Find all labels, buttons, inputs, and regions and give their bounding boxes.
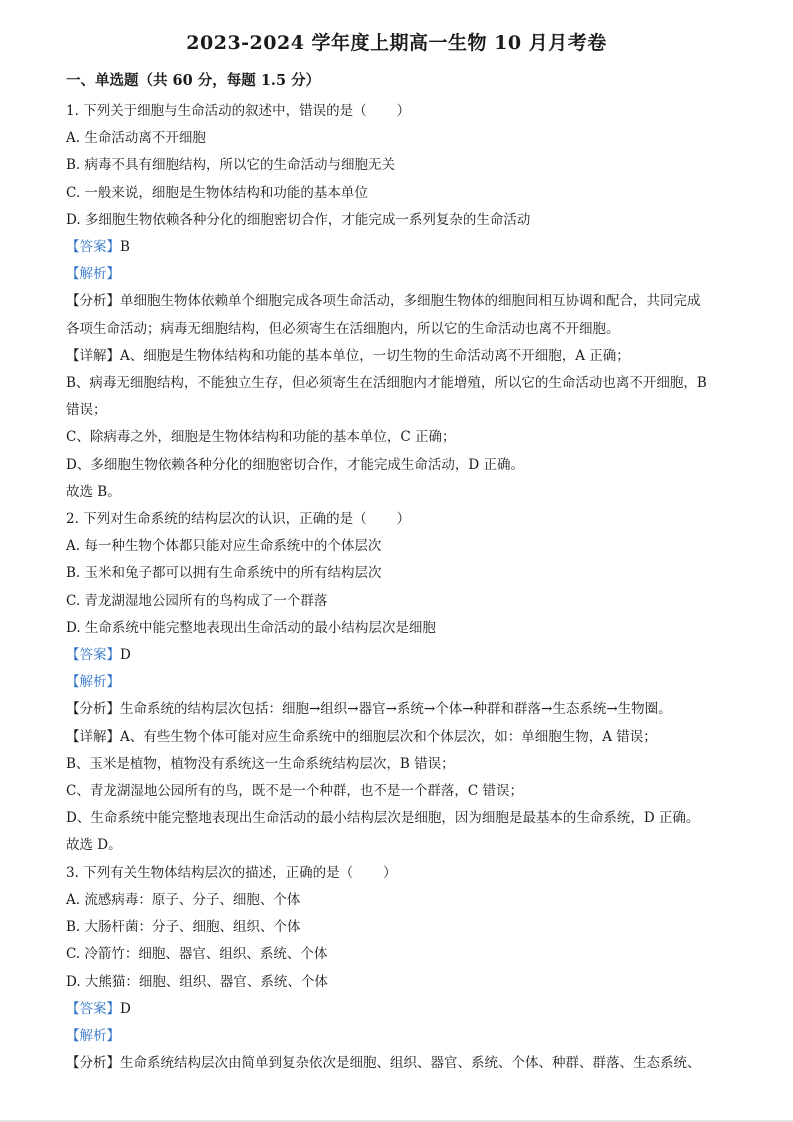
stem-text: 2. 下列对生命系统的结构层次的认识，正确的是（	[66, 511, 367, 528]
analysis-line	[66, 1023, 727, 1050]
conclusion-line: 故选 D。	[66, 837, 122, 854]
detail-c-line: C、青龙湖湿地公园所有的鸟，既不是一个种群，也不是一个群落，C 错误；	[66, 783, 523, 800]
detail-b-line: B、病毒无细胞结构，不能独立生存，但必须寄生在活细胞内才能增殖，所以它的生命活动也离不开细胞，B	[66, 375, 707, 392]
analysis-tag: 【解析】	[66, 1027, 120, 1044]
question-3	[66, 860, 727, 1078]
detail-c-line: C、除病毒之外，细胞是生物体结构和功能的基本单位，C 正确；	[66, 429, 456, 446]
stem-close: ）	[396, 103, 411, 119]
option-a: A. 每一种生物个体都只能对应生命系统中的个体层次	[66, 538, 382, 555]
detail-d-line: D、生命系统中能完整地表现出生命活动的最小结构层次是细胞，因为细胞是最基本的生命系统，D 正确。	[66, 810, 700, 827]
fenxi-line	[66, 1050, 727, 1077]
fenxi-tag: 【分析】	[66, 293, 120, 310]
question-stem	[66, 98, 727, 125]
answer-value: D	[120, 647, 131, 664]
section-heading: 一、单选题（共 60 分，每题 1.5 分）	[66, 72, 321, 89]
page-title: 2023-2024 学年度上期高一生物 10 月月考卷	[186, 32, 607, 54]
option-a: A. 生命活动离不开细胞	[66, 130, 206, 147]
option-b: B. 玉米和兔子都可以拥有生命系统中的所有结构层次	[66, 565, 382, 582]
fenxi-line-2: 各项生命活动；病毒无细胞结构，但必须寄生在活细胞内，所以它的生命活动也离不开细胞。	[66, 320, 620, 337]
option-b: B. 大肠杆菌：分子、细胞、组织、个体	[66, 919, 301, 936]
option-c: C. 一般来说，细胞是生物体结构和功能的基本单位	[66, 184, 368, 201]
fenxi-text: 生命系统的结构层次包括：细胞→组织→器官→系统→个体→种群和群落→生态系统→生物圈。	[120, 701, 672, 718]
option-d: D. 生命系统中能完整地表现出生命活动的最小结构层次是细胞	[66, 619, 436, 636]
answer-tag: 【答案】	[66, 647, 120, 664]
question-stem	[66, 860, 727, 887]
analysis-tag: 【解析】	[66, 674, 120, 691]
option-a: A. 流感病毒：原子、分子、细胞、个体	[66, 891, 301, 908]
conclusion-line: 故选 B。	[66, 483, 121, 500]
xiangjie-line	[66, 343, 727, 370]
option-c: C. 冷箭竹：细胞、器官、组织、系统、个体	[66, 946, 328, 963]
answer-line	[66, 642, 727, 669]
analysis-line	[66, 261, 727, 288]
detail-d-line: D、多细胞生物依赖各种分化的细胞密切合作，才能完成生命活动，D 正确。	[66, 456, 524, 473]
fenxi-line	[66, 696, 727, 723]
fenxi-text: 单细胞生物体依赖单个细胞完成各项生命活动，多细胞生物体的细胞间相互协调和配合，共同完成	[120, 293, 701, 310]
answer-value: B	[120, 239, 130, 256]
fenxi-line	[66, 288, 727, 315]
xiangjie-text: A、有些生物个体可能对应生命系统中的细胞层次和个体层次，如：单细胞生物，A 错误；	[120, 728, 657, 745]
fenxi-text: 生命系统结构层次由简单到复杂依次是细胞、组织、器官、系统、个体、种群、群落、生态系统、	[120, 1055, 701, 1072]
fenxi-tag: 【分析】	[66, 701, 120, 718]
stem-close: ）	[383, 864, 397, 881]
fenxi-tag: 【分析】	[66, 1055, 120, 1072]
answer-tag: 【答案】	[66, 239, 120, 256]
question-1	[66, 98, 727, 506]
answer-line	[66, 996, 727, 1023]
xiangjie-text: A、细胞是生物体结构和功能的基本单位，一切生物的生命活动离不开细胞，A 正确；	[120, 347, 630, 364]
answer-tag: 【答案】	[66, 1000, 120, 1017]
question-stem	[66, 506, 727, 533]
answer-line	[66, 234, 727, 261]
xiangjie-line	[66, 724, 727, 751]
detail-b-line-2: 错误；	[66, 402, 107, 419]
xiangjie-tag: 【详解】	[66, 728, 120, 745]
option-d: D. 大熊猫：细胞、组织、器官、系统、个体	[66, 973, 328, 990]
analysis-tag: 【解析】	[66, 266, 120, 283]
question-2	[66, 506, 727, 860]
stem-text: 3. 下列有关生物体结构层次的描述，正确的是（	[66, 864, 354, 881]
option-d: D. 多细胞生物依赖各种分化的细胞密切合作，才能完成一系列复杂的生命活动	[66, 211, 531, 228]
analysis-line	[66, 669, 727, 696]
answer-value: D	[120, 1000, 131, 1017]
option-c: C. 青龙湖湿地公园所有的鸟构成了一个群落	[66, 592, 328, 609]
detail-b-line: B、玉米是植物，植物没有系统这一生命系统结构层次，B 错误；	[66, 755, 455, 772]
stem-close: ）	[396, 511, 411, 528]
xiangjie-tag: 【详解】	[66, 347, 120, 364]
stem-text: 1. 下列关于细胞与生命活动的叙述中，错误的是（	[66, 103, 367, 119]
option-b: B. 病毒不具有细胞结构，所以它的生命活动与细胞无关	[66, 157, 396, 174]
